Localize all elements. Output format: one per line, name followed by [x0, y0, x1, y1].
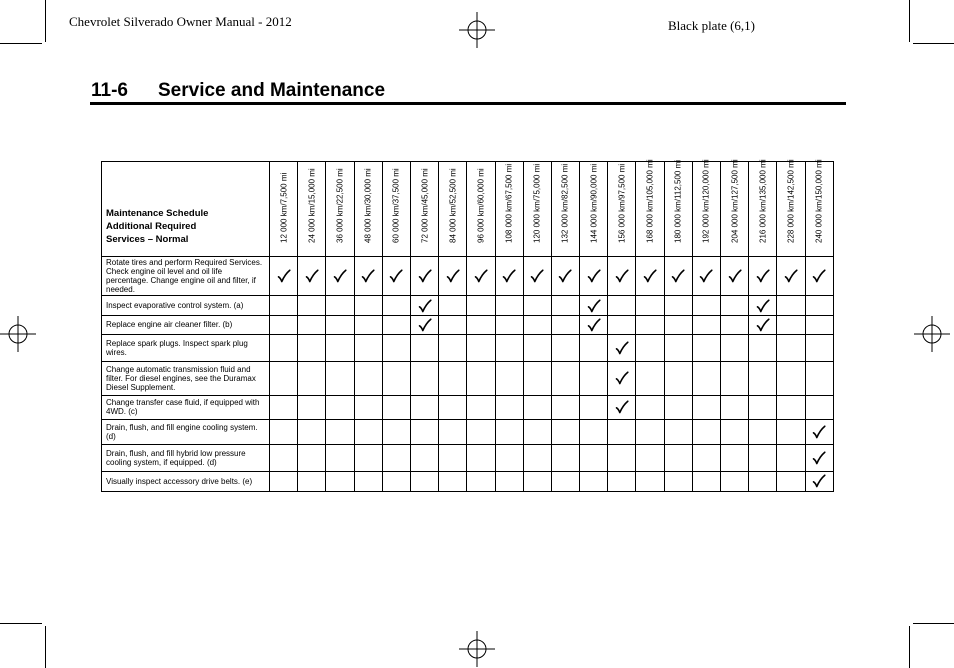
check-cell — [270, 256, 298, 296]
registration-mark-icon — [459, 12, 495, 48]
empty-cell — [354, 471, 382, 491]
table-row — [102, 396, 834, 419]
table-row — [102, 471, 834, 491]
check-cell — [608, 256, 636, 296]
empty-cell — [439, 296, 467, 315]
service-item: Inspect evaporative control system. (a) — [102, 296, 270, 315]
interval-header — [495, 162, 523, 257]
crop-mark — [45, 0, 46, 42]
interval-label: 60 000 km/37,500 mi — [391, 168, 401, 243]
interval-header — [805, 159, 833, 257]
empty-cell — [467, 396, 495, 419]
crop-mark — [913, 43, 954, 44]
table-row — [102, 296, 834, 315]
empty-cell — [467, 296, 495, 315]
interval-label: 156 000 km/97,500 mi — [617, 163, 627, 243]
crop-mark — [913, 623, 954, 624]
empty-cell — [270, 361, 298, 396]
table-row — [102, 256, 834, 296]
check-cell — [608, 335, 636, 361]
empty-cell — [495, 296, 523, 315]
check-cell — [410, 315, 438, 334]
service-item: Replace spark plugs. Inspect spark plug wires. — [102, 335, 270, 361]
interval-label: 204 000 km/127,500 mi — [730, 159, 740, 243]
empty-cell — [777, 396, 805, 419]
empty-cell — [664, 396, 692, 419]
empty-cell — [270, 315, 298, 334]
check-cell — [467, 256, 495, 296]
maintenance-schedule-table — [101, 161, 833, 492]
empty-cell — [382, 419, 410, 444]
registration-mark-icon — [914, 316, 950, 352]
plate-label: Black plate (6,1) — [668, 18, 755, 33]
empty-cell — [439, 396, 467, 419]
empty-cell — [495, 361, 523, 396]
empty-cell — [551, 335, 579, 361]
checkmark-icon — [784, 269, 798, 283]
empty-cell — [749, 396, 777, 419]
empty-cell — [467, 471, 495, 491]
check-cell — [636, 256, 664, 296]
checkmark-icon — [615, 341, 629, 355]
empty-cell — [608, 315, 636, 334]
empty-cell — [523, 335, 551, 361]
empty-cell — [636, 445, 664, 471]
empty-cell — [326, 361, 354, 396]
empty-cell — [298, 335, 326, 361]
empty-cell — [467, 445, 495, 471]
empty-cell — [664, 471, 692, 491]
interval-header — [523, 162, 551, 257]
empty-cell — [580, 445, 608, 471]
empty-cell — [298, 296, 326, 315]
check-cell — [805, 419, 833, 444]
empty-cell — [523, 419, 551, 444]
empty-cell — [298, 315, 326, 334]
check-cell — [749, 315, 777, 334]
checkmark-icon — [587, 299, 601, 313]
empty-cell — [298, 471, 326, 491]
empty-cell — [580, 361, 608, 396]
empty-cell — [749, 335, 777, 361]
empty-cell — [636, 419, 664, 444]
empty-cell — [636, 361, 664, 396]
interval-label: 192 000 km/120,000 mi — [701, 159, 711, 243]
registration-mark-icon — [459, 631, 495, 667]
check-cell — [664, 256, 692, 296]
empty-cell — [777, 335, 805, 361]
empty-cell — [354, 361, 382, 396]
check-cell — [354, 256, 382, 296]
check-cell — [382, 256, 410, 296]
check-cell — [495, 256, 523, 296]
interval-header — [608, 162, 636, 257]
check-cell — [721, 256, 749, 296]
empty-cell — [410, 361, 438, 396]
empty-cell — [551, 419, 579, 444]
interval-header — [551, 162, 579, 257]
empty-cell — [326, 396, 354, 419]
checkmark-icon — [812, 425, 826, 439]
header-row — [102, 162, 834, 257]
checkmark-icon — [756, 299, 770, 313]
interval-header — [439, 162, 467, 257]
interval-header — [749, 159, 777, 257]
interval-label: 48 000 km/30,000 mi — [363, 168, 373, 243]
checkmark-icon — [502, 269, 516, 283]
interval-label: 216 000 km/135,000 mi — [758, 159, 768, 243]
table-row — [102, 445, 834, 471]
empty-cell — [495, 471, 523, 491]
empty-cell — [608, 419, 636, 444]
empty-cell — [382, 296, 410, 315]
empty-cell — [523, 315, 551, 334]
interval-header — [382, 162, 410, 257]
empty-cell — [326, 419, 354, 444]
check-cell — [777, 256, 805, 296]
empty-cell — [326, 471, 354, 491]
empty-cell — [692, 296, 720, 315]
empty-cell — [608, 296, 636, 315]
empty-cell — [580, 471, 608, 491]
empty-cell — [270, 335, 298, 361]
empty-cell — [410, 419, 438, 444]
empty-cell — [805, 396, 833, 419]
empty-cell — [749, 419, 777, 444]
empty-cell — [777, 361, 805, 396]
service-item: Drain, flush, and fill hybrid low pressure cooling system, if equipped. (d) — [102, 445, 270, 471]
checkmark-icon — [643, 269, 657, 283]
interval-header — [580, 162, 608, 257]
service-item: Drain, flush, and fill engine cooling system. (d) — [102, 419, 270, 444]
empty-cell — [551, 361, 579, 396]
empty-cell — [692, 471, 720, 491]
interval-header — [410, 162, 438, 257]
empty-cell — [551, 471, 579, 491]
empty-cell — [664, 296, 692, 315]
checkmark-icon — [277, 269, 291, 283]
interval-label: 144 000 km/90,000 mi — [589, 163, 599, 243]
empty-cell — [326, 335, 354, 361]
checkmark-icon — [812, 451, 826, 465]
section-number: 11-6 — [91, 80, 128, 101]
interval-label: 132 000 km/82,500 mi — [560, 163, 570, 243]
empty-cell — [495, 419, 523, 444]
empty-cell — [326, 315, 354, 334]
empty-cell — [692, 361, 720, 396]
empty-cell — [777, 445, 805, 471]
checkmark-icon — [671, 269, 685, 283]
interval-header — [298, 162, 326, 257]
interval-header — [721, 159, 749, 257]
empty-cell — [580, 419, 608, 444]
empty-cell — [664, 315, 692, 334]
check-cell — [326, 256, 354, 296]
interval-label: 168 000 km/105,000 mi — [645, 159, 655, 243]
empty-cell — [523, 361, 551, 396]
table-row — [102, 361, 834, 396]
empty-cell — [410, 335, 438, 361]
checkmark-icon — [389, 269, 403, 283]
empty-cell — [495, 396, 523, 419]
check-cell — [608, 361, 636, 396]
checkmark-icon — [418, 269, 432, 283]
checkmark-icon — [812, 474, 826, 488]
empty-cell — [467, 335, 495, 361]
empty-cell — [721, 315, 749, 334]
check-cell — [805, 471, 833, 491]
empty-cell — [551, 296, 579, 315]
empty-cell — [777, 419, 805, 444]
empty-cell — [467, 361, 495, 396]
service-item: Visually inspect accessory drive belts. (e) — [102, 471, 270, 491]
manual-title: Chevrolet Silverado Owner Manual - 2012 — [69, 14, 292, 29]
empty-cell — [805, 296, 833, 315]
empty-cell — [270, 471, 298, 491]
empty-cell — [721, 419, 749, 444]
empty-cell — [721, 296, 749, 315]
service-item: Change automatic transmission fluid and filter. For diesel engines, see the Duramax Diesel Supplement. — [102, 361, 270, 396]
empty-cell — [664, 419, 692, 444]
table-row — [102, 335, 834, 361]
empty-cell — [551, 315, 579, 334]
checkmark-icon — [728, 269, 742, 283]
checkmark-icon — [615, 269, 629, 283]
empty-cell — [523, 396, 551, 419]
interval-header — [326, 162, 354, 257]
empty-cell — [410, 471, 438, 491]
interval-header — [692, 159, 720, 257]
empty-cell — [354, 396, 382, 419]
crop-mark — [45, 626, 46, 668]
checkmark-icon — [474, 269, 488, 283]
empty-cell — [495, 445, 523, 471]
empty-cell — [382, 335, 410, 361]
empty-cell — [805, 361, 833, 396]
empty-cell — [580, 396, 608, 419]
empty-cell — [298, 445, 326, 471]
empty-cell — [354, 315, 382, 334]
check-cell — [749, 256, 777, 296]
checkmark-icon — [756, 318, 770, 332]
check-cell — [439, 256, 467, 296]
interval-header — [636, 159, 664, 257]
interval-header — [270, 162, 298, 257]
empty-cell — [692, 445, 720, 471]
empty-cell — [721, 361, 749, 396]
empty-cell — [777, 315, 805, 334]
checkmark-icon — [587, 269, 601, 283]
check-cell — [523, 256, 551, 296]
empty-cell — [354, 419, 382, 444]
check-cell — [580, 256, 608, 296]
check-cell — [410, 256, 438, 296]
check-cell — [805, 445, 833, 471]
checkmark-icon — [812, 269, 826, 283]
schedule-heading-line: Services – Normal — [106, 233, 189, 245]
empty-cell — [410, 445, 438, 471]
empty-cell — [298, 396, 326, 419]
empty-cell — [270, 296, 298, 315]
schedule-heading-line: Additional Required — [106, 220, 197, 232]
checkmark-icon — [558, 269, 572, 283]
empty-cell — [270, 419, 298, 444]
empty-cell — [495, 335, 523, 361]
interval-label: 24 000 km/15,000 mi — [307, 168, 317, 243]
empty-cell — [721, 396, 749, 419]
service-item: Change transfer case fluid, if equipped with 4WD. (c) — [102, 396, 270, 419]
interval-label: 84 000 km/52,500 mi — [448, 168, 458, 243]
empty-cell — [495, 315, 523, 334]
check-cell — [749, 296, 777, 315]
empty-cell — [721, 445, 749, 471]
interval-label: 36 000 km/22,500 mi — [335, 168, 345, 243]
registration-mark-icon — [0, 316, 36, 352]
empty-cell — [551, 445, 579, 471]
empty-cell — [467, 315, 495, 334]
check-cell — [692, 256, 720, 296]
checkmark-icon — [587, 318, 601, 332]
empty-cell — [298, 419, 326, 444]
empty-cell — [439, 471, 467, 491]
empty-cell — [664, 445, 692, 471]
empty-cell — [692, 335, 720, 361]
empty-cell — [580, 335, 608, 361]
empty-cell — [298, 361, 326, 396]
empty-cell — [749, 445, 777, 471]
empty-cell — [439, 419, 467, 444]
empty-cell — [523, 471, 551, 491]
check-cell — [580, 296, 608, 315]
service-item: Replace engine air cleaner filter. (b) — [102, 315, 270, 334]
empty-cell — [523, 445, 551, 471]
checkmark-icon — [756, 269, 770, 283]
check-cell — [608, 396, 636, 419]
checkmark-icon — [446, 269, 460, 283]
interval-label: 228 000 km/142,500 mi — [786, 159, 796, 243]
empty-cell — [749, 361, 777, 396]
empty-cell — [777, 471, 805, 491]
empty-cell — [326, 445, 354, 471]
empty-cell — [382, 445, 410, 471]
checkmark-icon — [361, 269, 375, 283]
checkmark-icon — [615, 371, 629, 385]
interval-label: 72 000 km/45,000 mi — [420, 168, 430, 243]
check-cell — [551, 256, 579, 296]
checkmark-icon — [418, 299, 432, 313]
empty-cell — [692, 315, 720, 334]
empty-cell — [354, 335, 382, 361]
empty-cell — [636, 296, 664, 315]
empty-cell — [410, 396, 438, 419]
empty-cell — [721, 471, 749, 491]
empty-cell — [439, 315, 467, 334]
interval-label: 120 000 km/75,000 mi — [532, 163, 542, 243]
interval-header — [664, 159, 692, 257]
empty-cell — [439, 361, 467, 396]
interval-header — [467, 162, 495, 257]
empty-cell — [749, 471, 777, 491]
service-item: Rotate tires and perform Required Services. Check engine oil level and oil life percentage. Change engine oil and filter, if needed. — [102, 256, 270, 296]
empty-cell — [270, 396, 298, 419]
checkmark-icon — [418, 318, 432, 332]
empty-cell — [354, 296, 382, 315]
section-rule — [90, 102, 846, 105]
empty-cell — [721, 335, 749, 361]
checkmark-icon — [333, 269, 347, 283]
empty-cell — [805, 335, 833, 361]
empty-cell — [608, 471, 636, 491]
empty-cell — [467, 419, 495, 444]
empty-cell — [664, 335, 692, 361]
check-cell — [410, 296, 438, 315]
empty-cell — [692, 419, 720, 444]
empty-cell — [636, 396, 664, 419]
empty-cell — [270, 445, 298, 471]
checkmark-icon — [615, 400, 629, 414]
interval-label: 180 000 km/112,500 mi — [673, 159, 683, 243]
empty-cell — [382, 471, 410, 491]
empty-cell — [608, 445, 636, 471]
interval-header — [354, 162, 382, 257]
schedule-heading — [102, 162, 270, 257]
empty-cell — [326, 296, 354, 315]
interval-label: 96 000 km/60,000 mi — [476, 168, 486, 243]
empty-cell — [664, 361, 692, 396]
interval-header — [777, 159, 805, 257]
section-heading — [91, 80, 385, 102]
empty-cell — [382, 361, 410, 396]
crop-mark — [909, 626, 910, 668]
empty-cell — [382, 396, 410, 419]
check-cell — [805, 256, 833, 296]
table-row — [102, 419, 834, 444]
schedule-heading-line: Maintenance Schedule — [106, 207, 209, 219]
empty-cell — [692, 396, 720, 419]
checkmark-icon — [305, 269, 319, 283]
empty-cell — [805, 315, 833, 334]
empty-cell — [636, 315, 664, 334]
empty-cell — [439, 445, 467, 471]
crop-mark — [0, 43, 42, 44]
empty-cell — [354, 445, 382, 471]
checkmark-icon — [530, 269, 544, 283]
check-cell — [580, 315, 608, 334]
schedule-grid — [101, 161, 834, 492]
empty-cell — [439, 335, 467, 361]
crop-mark — [0, 623, 42, 624]
checkmark-icon — [699, 269, 713, 283]
check-cell — [298, 256, 326, 296]
empty-cell — [382, 315, 410, 334]
empty-cell — [636, 335, 664, 361]
empty-cell — [777, 296, 805, 315]
empty-cell — [551, 396, 579, 419]
section-title: Service and Maintenance — [158, 80, 386, 101]
table-row — [102, 315, 834, 334]
empty-cell — [636, 471, 664, 491]
empty-cell — [523, 296, 551, 315]
crop-mark — [909, 0, 910, 42]
interval-label: 12 000 km/7,500 mi — [279, 172, 289, 243]
interval-label: 240 000 km/150,000 mi — [814, 159, 824, 243]
interval-label: 108 000 km/67,500 mi — [504, 163, 514, 243]
